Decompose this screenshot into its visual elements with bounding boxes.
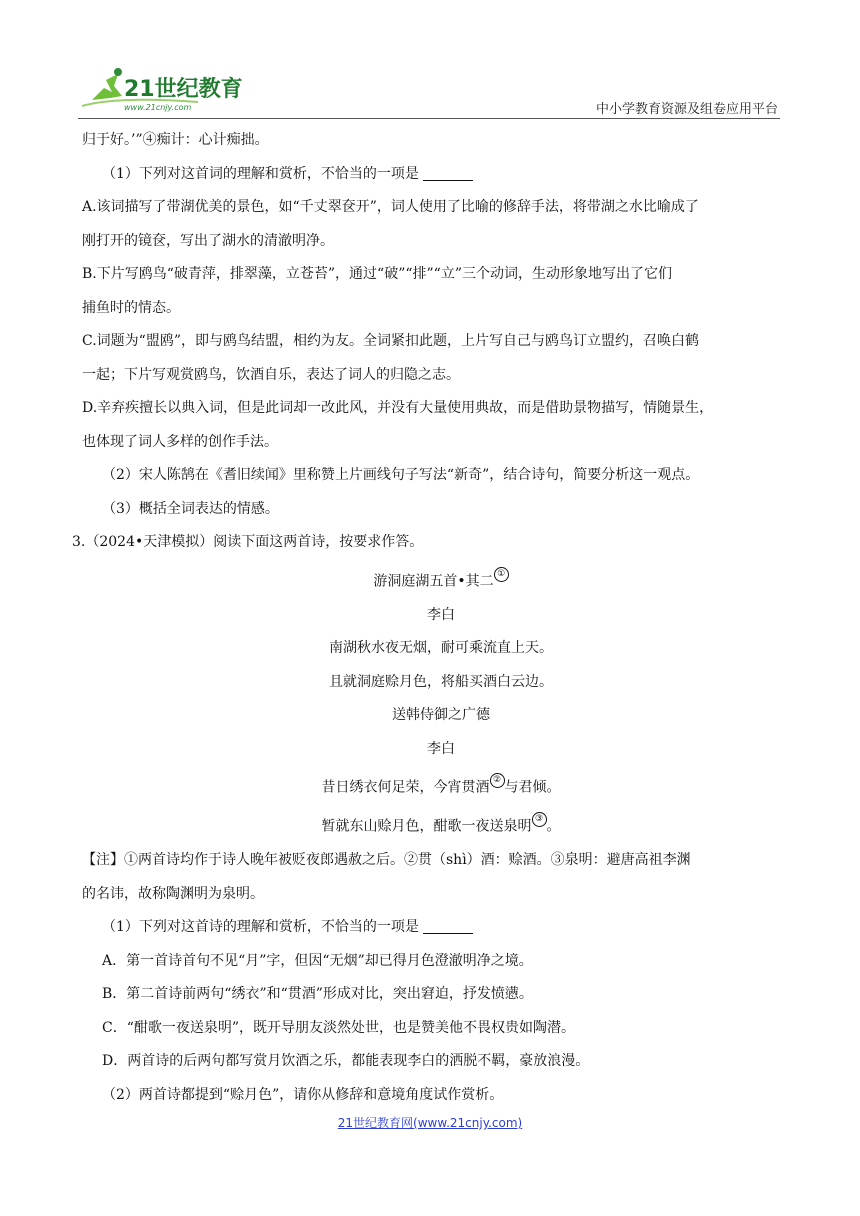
poem1-author: 李白 (427, 606, 455, 623)
poem1-line: 南湖秋水夜无烟，耐可乘流直上天。 (329, 640, 553, 657)
logo-text: 21世纪教育 (124, 77, 243, 102)
poem2-line: 昔日绣衣何足荣，今宵贯酒 ② 与君倾。 (321, 775, 561, 796)
note-mark: ① (494, 567, 509, 582)
question-3-2: （2）两首诗都提到“赊月色”，请你从修辞和意境角度试作赏析。 (102, 1086, 504, 1103)
question-3: （3）概括全词表达的情感。 (102, 500, 279, 517)
option-c: C.词题为“盟鸥”，即与鸥鸟结盟，相约为友。全词紧扣此题，上片写自己与鸥鸟订立盟约，召唤白鹤 (82, 333, 699, 349)
option-a: A.该词描写了带湖优美的景色，如“千丈翠奁开”，词人使用了比喻的修辞手法，将带湖之水比喻成了 (82, 199, 699, 215)
problem-3-intro: 3.（2024•天津模拟）阅读下面这两首诗，按要求作答。 (72, 534, 424, 550)
note-mark: ② (490, 773, 505, 788)
option-a-cont: 刚打开的镜奁，写出了湖水的清澈明净。 (82, 232, 334, 249)
poem1-title: 游洞庭湖五首•其二 ① (102, 560, 780, 599)
question-3-1: （1）下列对这首诗的理解和赏析，不恰当的一项是 (102, 911, 780, 945)
logo (78, 66, 258, 114)
poem2-author: 李白 (427, 740, 455, 757)
notes: 【注】①两首诗均作于诗人晚年被贬夜郎遇赦之后。②贯（shì）酒：赊酒。③泉明：避唐高祖李渊 (82, 852, 691, 869)
poem2-title: 送韩侍御之广德 (392, 707, 490, 724)
page-footer (0, 1114, 860, 1131)
note-mark: ③ (532, 812, 547, 827)
notes-cont: 的名讳，故称陶渊明为泉明。 (82, 885, 264, 902)
option-d-cont: 也体现了词人多样的创作手法。 (82, 433, 278, 450)
option-b: B.下片写鸥鸟“破青萍，排翠藻，立苍苔”，通过“破”“排”“立”三个动词，生动形象地写出了它们 (82, 266, 672, 282)
question-1: （1）下列对这首词的理解和赏析，不恰当的一项是 (102, 158, 780, 192)
answer-blank (423, 919, 473, 934)
option-a: A．第一首诗首句不见“月”字，但因“无烟”却已得月色澄澈明净之境。 (102, 952, 533, 969)
option-b-cont: 捕鱼时的情态。 (82, 299, 180, 316)
document-body (72, 124, 780, 1112)
page-header (78, 66, 778, 118)
logo-sub: www.21cnjy.com (124, 103, 192, 112)
runner-icon (92, 74, 122, 100)
option-d: D．两首诗的后两句都写赏月饮酒之乐，都能表现李白的洒脱不羁，豪放浪漫。 (102, 1053, 590, 1070)
answer-blank (423, 166, 473, 181)
header-divider (78, 118, 780, 119)
question-2: （2）宋人陈鹄在《耆旧续闻》里称赞上片画线句子写法“新奇”，结合诗句，简要分析这一观点。 (102, 467, 700, 483)
option-c: C．“酣歌一夜送泉明”，既开导朋友淡然处世，也是赞美他不畏权贵如陶潜。 (102, 1019, 576, 1036)
platform-name: 中小学教育资源及组卷应用平台 (595, 102, 778, 117)
footer-link[interactable]: 21世纪教育网(www.21cnjy.com) (337, 1116, 523, 1130)
option-c-cont: 一起；下片写观赏鸥鸟，饮酒自乐，表达了词人的归隐之志。 (82, 366, 460, 383)
option-b: B．第二首诗前两句“绣衣”和“贯酒”形成对比，突出窘迫，抒发愤懑。 (102, 986, 533, 1003)
poem2-line: 暂就东山赊月色，酣歌一夜送泉明 ③ 。 (321, 814, 561, 835)
poem1-line: 且就洞庭赊月色，将船买酒白云边。 (329, 673, 553, 690)
option-d: D.辛弃疾擅长以典入词，但是此词却一改此风，并没有大量使用典故，而是借助景物描写，情随景生， (82, 400, 714, 416)
text-line: 归于好。’”④痴计：心计痴拙。 (82, 132, 269, 148)
